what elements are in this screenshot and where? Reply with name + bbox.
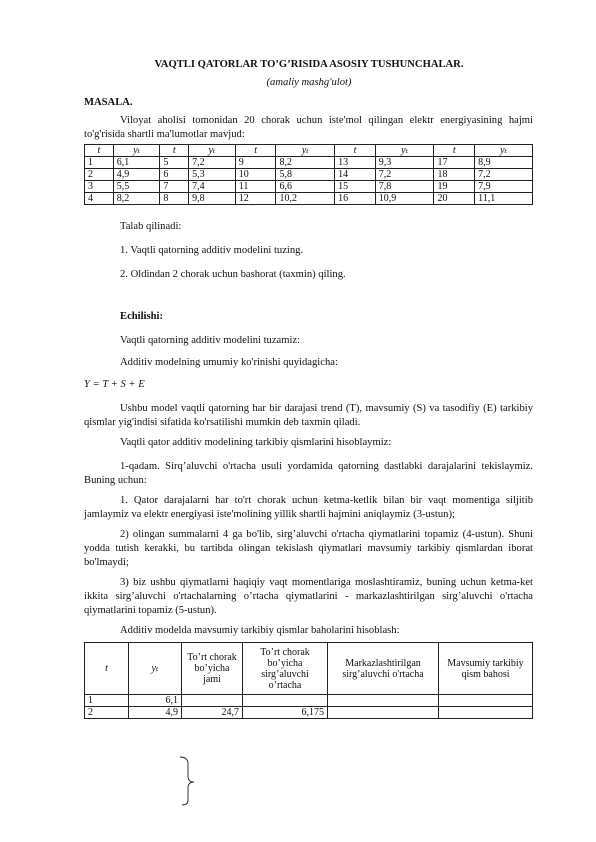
col-header-y: yₜ (276, 145, 335, 157)
requirements-heading: Talab qilinadi: (120, 221, 182, 232)
solution-line: Additiv modelda mavsumiy tarkibiy qismlar baholarini hisoblash: (120, 625, 400, 636)
col-header-y: yₜ (129, 643, 182, 695)
table-cell: 5,8 (276, 169, 335, 181)
table-cell (439, 707, 533, 719)
table-cell: 6,175 (243, 707, 328, 719)
table-cell: 8,2 (276, 157, 335, 169)
col-header-y: yₜ (375, 145, 434, 157)
table-cell: 4,9 (129, 707, 182, 719)
col-header-centered-average: Markazlashtirilgan sirg’aluvchi o'rtacha (328, 643, 439, 695)
table-cell: 9 (235, 157, 276, 169)
solution-line: Vaqtli qatorning additiv modelini tuzamiz: (120, 335, 301, 346)
step-paragraph: 2) olingan summalarni 4 ga bo'lib, sirg’aluvchi o'rtacha qiymatlarini topamiz (4-ustun). Shuni yodda tutish kerakki, bu tartibda olingan tekislash qiymatlari mavsumiy tarkibiy qismlardan iborat bo'lmaydi; (84, 529, 533, 568)
col-header-t: t (235, 145, 276, 157)
table-cell: 9,8 (189, 193, 236, 205)
table-cell: 12 (235, 193, 276, 205)
table-cell: 6 (160, 169, 189, 181)
table-cell: 8 (160, 193, 189, 205)
table-cell: 10,9 (375, 193, 434, 205)
table-cell: 7,8 (375, 181, 434, 193)
table-cell: 7 (160, 181, 189, 193)
table-cell: 5 (160, 157, 189, 169)
table-cell: 14 (335, 169, 376, 181)
table-cell (439, 695, 533, 707)
table-cell: 6,1 (113, 157, 160, 169)
table-cell: 2 (85, 169, 114, 181)
masala-heading: MASALA. (84, 97, 133, 108)
table-cell: 7,2 (375, 169, 434, 181)
task-item: 2. Oldindan 2 chorak uchun bashorat (taxmin) qiling. (120, 269, 346, 280)
table-cell: 18 (434, 169, 475, 181)
intro-paragraph: Viloyat aholisi tomonidan 20 chorak uchun iste'mol qilingan elektr energiyasining hajmi to'g'risida shartli ma'lumotlar mavjud: (84, 115, 533, 140)
col-header-seasonal-estimate: Mavsumiy tarkibiy qism bahosi (439, 643, 533, 695)
table-cell: 6,6 (276, 181, 335, 193)
table-row (85, 169, 533, 181)
data-table (84, 144, 533, 205)
col-header-y: yₜ (113, 145, 160, 157)
table-cell: 15 (335, 181, 376, 193)
table-cell: 7,4 (189, 181, 236, 193)
step-paragraph: 1-qadam. Sirq’aluvchi o'rtacha usuli yordamida qatorning dastlabki darajalarini tekislaymiz. Buning uchun: (84, 461, 533, 486)
col-header-t: t (335, 145, 376, 157)
solution-line: Additiv modelning umumiy ko'rinishi quyidagicha: (120, 357, 338, 368)
step-paragraph: 1. Qator darajalarni har to'rt chorak uchun ketma-ketlik bilan bir vaqt momentiga siljitib jamlaymiz va elektr energiyasi iste'molining yillik shartli hajmini aniqlaymiz (3-ustun); (84, 495, 533, 520)
table-cell: 10 (235, 169, 276, 181)
step-paragraph: 3) biz ushbu qiymatlarni haqiqiy vaqt momentlariga moslashtiramiz, buning uchun ketma-ket ikkita sirg’aluvchi o'rtachalarning o’rtacha qiymatlarini - markazlashtirilgan sirg’aluvchi o'rtacha qiymatlarini topamiz (5-ustun). (84, 577, 533, 616)
table-cell: 24,7 (182, 707, 243, 719)
table-cell: 7,2 (189, 157, 236, 169)
table-cell (182, 695, 243, 707)
model-paragraph: Ushbu model vaqtli qatorning har bir darajasi trend (T), mavsumiy (S) va tasodifiy (E) tarkibiy qismlar yig'indisi sifatida ko'rsatilishi mumkin deb taxmin qiladi. (84, 403, 533, 428)
model-formula: Y = T + S + E (84, 379, 145, 390)
table-row (85, 157, 533, 169)
seasonal-table (84, 642, 533, 719)
table-cell (243, 695, 328, 707)
col-header-moving-average: To’rt chorak bo’yicha sirg’aluvchi o’rtacha (243, 643, 328, 695)
table-cell: 16 (335, 193, 376, 205)
table-cell: 3 (85, 181, 114, 193)
table-cell: 1 (85, 695, 129, 707)
task-item: 1. Vaqtli qatorning additiv modelini tuzing. (120, 245, 304, 256)
seasonal-table-header (85, 643, 533, 695)
col-header-t: t (434, 145, 475, 157)
table-cell: 4,9 (113, 169, 160, 181)
table-cell: 1 (85, 157, 114, 169)
curly-brace-icon (178, 756, 200, 806)
table-row (85, 193, 533, 205)
table-cell: 5,3 (189, 169, 236, 181)
table-cell: 11,1 (475, 193, 533, 205)
document-title: VAQTLI QATORLAR TO’G’RISIDA ASOSIY TUSHUNCHALAR. (154, 59, 464, 70)
table-cell: 10,2 (276, 193, 335, 205)
table-row (85, 181, 533, 193)
table-cell: 20 (434, 193, 475, 205)
table-cell: 17 (434, 157, 475, 169)
col-header-quarter-total: To’rt chorak bo’yicha jami (182, 643, 243, 695)
col-header-t: t (85, 643, 129, 695)
table-cell: 13 (335, 157, 376, 169)
col-header-y: yₜ (189, 145, 236, 157)
table-cell: 8,2 (113, 193, 160, 205)
solution-line: Vaqtli qator additiv modelining tarkibiy qismlarini hisoblaymiz: (120, 437, 392, 448)
table-row (85, 695, 533, 707)
table-cell (328, 695, 439, 707)
table-cell: 7,2 (475, 169, 533, 181)
table-cell: 8,9 (475, 157, 533, 169)
table-cell: 2 (85, 707, 129, 719)
table-cell: 7,9 (475, 181, 533, 193)
table-cell: 19 (434, 181, 475, 193)
data-table-header (85, 145, 533, 157)
table-cell: 5,5 (113, 181, 160, 193)
table-row (85, 707, 533, 719)
table-cell: 11 (235, 181, 276, 193)
col-header-t: t (85, 145, 114, 157)
col-header-t: t (160, 145, 189, 157)
table-cell: 6,1 (129, 695, 182, 707)
document-subtitle: (amaliy mashg'ulot) (266, 77, 352, 88)
table-cell: 9,3 (375, 157, 434, 169)
col-header-y: yₜ (475, 145, 533, 157)
solution-heading: Echilishi: (120, 311, 163, 322)
table-cell (328, 707, 439, 719)
table-cell: 4 (85, 193, 114, 205)
